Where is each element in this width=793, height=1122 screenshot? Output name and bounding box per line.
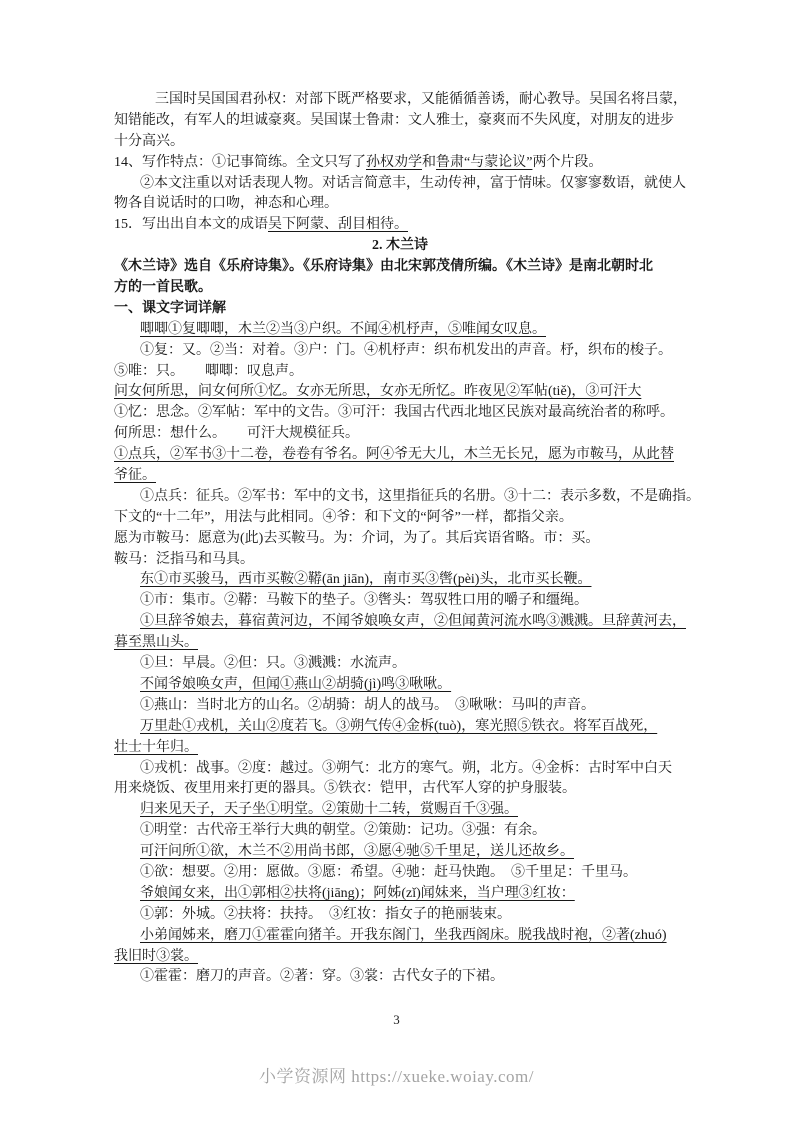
text-line bbox=[114, 90, 686, 111]
text-segment: ①忆：思念。②军帖：军中的文告。③可汗：我国古代西北地区民族对最高统治者的称呼。 bbox=[114, 405, 674, 421]
text-line bbox=[114, 947, 686, 968]
text-segment: ①旦：早晨。②但：只。③溅溅：水流声。 bbox=[140, 656, 406, 672]
underlined-text: 鲁肃“与蒙论议” bbox=[436, 154, 533, 170]
text-line bbox=[114, 174, 686, 195]
text-line bbox=[114, 570, 686, 591]
text-line bbox=[114, 717, 686, 738]
text-line bbox=[114, 111, 686, 132]
underlined-text: ①点兵，②军书③十二卷，卷卷有爷名。阿④爷无大儿，木兰无长兄，愿为市鞍马，从此替 bbox=[114, 447, 674, 463]
underlined-text: 暮至黑山头。 bbox=[114, 635, 198, 651]
text-segment: ①戎机：战事。②度：越过。③朔气：北方的寒气。朔，北方。④金柝：古时军中白天 bbox=[140, 760, 672, 776]
text-line bbox=[114, 320, 686, 341]
underlined-text: 唧唧①复唧唧，木兰②当③户织。不闻④机杼声，⑤唯闻女叹息。 bbox=[140, 321, 546, 337]
text-segment: 一、课文字词详解 bbox=[114, 300, 226, 316]
text-line bbox=[114, 445, 686, 466]
text-segment: ①明堂：古代帝王举行大典的朝堂。②策勋：记功。③强：有余。 bbox=[140, 823, 546, 839]
text-line bbox=[114, 821, 686, 842]
text-line bbox=[114, 905, 686, 926]
footer-watermark: 小学资源网 https://xueke.woiay.com/ bbox=[258, 1067, 534, 1086]
underlined-text: 吴下阿蒙、刮目相待。 bbox=[268, 217, 408, 233]
underlined-text: 我旧时③裳。 bbox=[114, 948, 198, 964]
underlined-text: 问女何所思，问女何所①忆。女亦无所思，女亦无所忆。昨夜见②军帖(tiě)，③可汗大 bbox=[114, 384, 642, 400]
underlined-text: 东①市买骏马，西市买鞍②鞯(ān jiān)，南市买③辔(pèi)头，北市买长鞭。 bbox=[140, 572, 592, 588]
page-number: 3 bbox=[393, 1012, 400, 1027]
underlined-text: 不闻爷娘唤女声，但闻①燕山②胡骑(jì)鸣③啾啾。 bbox=[140, 676, 452, 692]
text-segment: 何所思：想什么。 可汗大规模征兵。 bbox=[114, 426, 359, 442]
text-line bbox=[114, 738, 686, 759]
text-line bbox=[114, 842, 686, 863]
text-line bbox=[114, 299, 686, 320]
underlined-text: 可汗问所①欲，木兰不②用尚书郎，③愿④驰⑤千里足，送儿还故乡。 bbox=[140, 844, 574, 860]
text-segment: ①霍霍：磨刀的声音。②著：穿。③裳：古代女子的下裙。 bbox=[140, 969, 504, 985]
text-line bbox=[114, 591, 686, 612]
text-line bbox=[114, 612, 686, 633]
document-body bbox=[114, 90, 700, 988]
text-segment: 14、写作特点：①记事简练。全文只写了 bbox=[114, 154, 366, 170]
text-segment: 15．写出出自本文的成语 bbox=[114, 217, 268, 233]
text-line bbox=[114, 341, 686, 362]
underlined-text: 万里赴①戎机，关山②度若飞。③朔气传④金柝(tuò)，寒光照⑤铁衣。将军百战死， bbox=[140, 718, 658, 734]
text-segment: 2. 木兰诗 bbox=[372, 238, 428, 254]
text-line bbox=[114, 487, 700, 508]
text-segment: ①郭：外城。②扶将：扶持。 ③红妆：指女子的艳丽装束。 bbox=[140, 906, 511, 922]
text-segment: ⑤唯：只。 唧唧：叹息声。 bbox=[114, 363, 303, 379]
text-line bbox=[114, 424, 686, 445]
text-line bbox=[114, 362, 686, 383]
text-segment: 两个片段。 bbox=[532, 154, 603, 170]
text-line bbox=[114, 967, 686, 988]
text-line bbox=[114, 759, 686, 780]
text-line bbox=[114, 153, 686, 174]
text-segment: 鞍马：泛指马和马具。 bbox=[114, 551, 254, 567]
text-segment: ①欲：想要。②用：愿做。③愿：希望。④驰：赶马快跑。 ⑤千里足：千里马。 bbox=[140, 864, 637, 880]
text-segment: 和 bbox=[422, 154, 436, 170]
text-segment: ①市：集市。②鞯：马鞍下的垫子。③辔头：驾驭牲口用的嚼子和缰绳。 bbox=[140, 593, 588, 609]
underlined-text: 爷征。 bbox=[114, 468, 156, 484]
text-segment: 下文的“十二年”，用法与此相同。④爷：和下文的“阿爷”一样，都指父亲。 bbox=[114, 509, 573, 525]
text-line bbox=[114, 466, 686, 487]
underlined-text: 孙权劝学 bbox=[366, 154, 422, 170]
text-line bbox=[114, 194, 686, 215]
text-line bbox=[114, 863, 686, 884]
text-line bbox=[114, 654, 686, 675]
text-line bbox=[114, 278, 686, 299]
text-line bbox=[114, 508, 686, 529]
text-segment: 知错能改，有军人的坦诚豪爽。吴国谋士鲁肃：文人雅士，豪爽而不失风度，对朋友的进步 bbox=[114, 112, 674, 128]
underlined-text: 壮士十年归。 bbox=[114, 739, 198, 755]
underlined-text: 爷娘闻女来，出①郭相②扶将(jiāng)；阿姊(zǐ)闻妹来，当户理③红妆： bbox=[140, 885, 575, 901]
text-segment: 十分高兴。 bbox=[114, 133, 184, 149]
underlined-text: 小弟闻姊来，磨刀①霍霍向猪羊。开我东阁门，坐我西阁床。脱我战时袍，②著(zhuó) bbox=[140, 927, 667, 943]
text-segment: ②本文注重以对话表现人物。对话言简意丰，生动传神，富于情味。仅寥寥数语，就使人 bbox=[140, 175, 686, 191]
text-line bbox=[114, 675, 686, 696]
text-line bbox=[114, 550, 686, 571]
underlined-text: 归来见天子，天子坐①明堂。②策勋十二转，赏赐百千③强。 bbox=[140, 802, 518, 818]
text-line bbox=[114, 132, 686, 153]
underlined-text: ①旦辞爷娘去，暮宿黄河边，不闻爷娘唤女声，②但闻黄河流水鸣③溅溅。旦辞黄河去， bbox=[140, 614, 686, 630]
text-segment: ①复：又。②当：对着。③户：门。④机杼声：织布机发出的声音。杼，织布的梭子。 bbox=[140, 342, 672, 358]
text-segment: 愿为市鞍马：愿意为(此)去买鞍马。为：介词，为了。其后宾语省略。市：买。 bbox=[114, 530, 600, 546]
text-line bbox=[114, 884, 686, 905]
text-segment: 用来烧饭、夜里用来打更的器具。⑤铁衣：铠甲，古代军人穿的护身服装。 bbox=[114, 781, 576, 797]
text-line bbox=[114, 800, 686, 821]
text-line bbox=[114, 382, 686, 403]
text-segment: ①燕山：当时北方的山名。②胡骑：胡人的战马。 ③啾啾：马叫的声音。 bbox=[140, 697, 595, 713]
text-line bbox=[114, 633, 686, 654]
text-line bbox=[114, 696, 686, 717]
text-line bbox=[114, 236, 686, 257]
text-line bbox=[114, 215, 686, 236]
text-segment: 三国时吴国国君孙权：对部下既严格要求，又能循循善诱，耐心教导。吴国名将吕蒙， bbox=[155, 92, 687, 107]
text-line bbox=[114, 403, 686, 424]
text-segment: ①点兵：征兵。②军书：军中的文书，这里指征兵的名册。③十二：表示多数，不是确指。 bbox=[140, 488, 700, 504]
text-line bbox=[114, 257, 686, 278]
text-segment: 《木兰诗》选自《乐府诗集》。《乐府诗集》由北宋郭茂倩所编。《木兰诗》是南北朝时北 bbox=[114, 259, 653, 275]
text-line bbox=[114, 926, 686, 947]
text-line bbox=[114, 779, 686, 800]
text-segment: 方的一首民歌。 bbox=[114, 280, 212, 296]
text-line bbox=[114, 529, 686, 550]
text-segment: 物各自说话时的口吻，神态和心理。 bbox=[114, 196, 338, 212]
